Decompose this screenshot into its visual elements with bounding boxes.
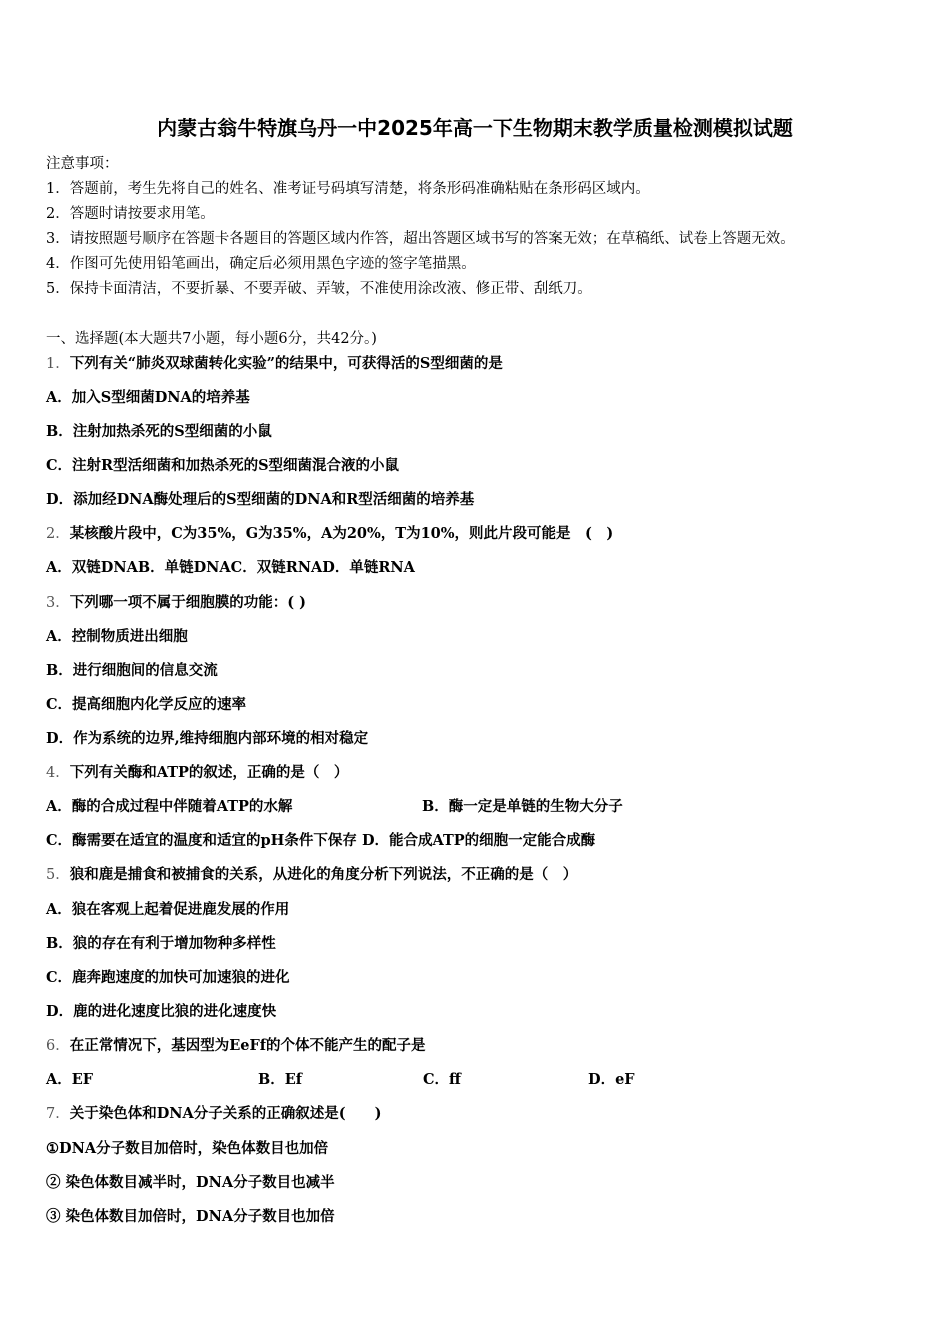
- statement: ③ 染色体数目加倍时，DNA分子数目也加倍: [46, 1208, 335, 1225]
- notice-item: 5．保持卡面清洁，不要折暴、不要弄破、弄皱，不准使用涂改液、修正带、刮纸刀。: [46, 281, 592, 297]
- option: A．加入S型细菌DNA的培养基: [46, 389, 250, 406]
- option: C．鹿奔跑速度的加快可加速狼的进化: [46, 969, 290, 986]
- option: A．控制物质进出细胞: [46, 628, 188, 645]
- question-stem: 关于染色体和DNA分子关系的正确叙述是( ): [69, 1105, 382, 1122]
- question-number: 1．: [46, 356, 70, 372]
- question-stem: 下列哪一项不属于细胞膜的功能：( ): [69, 594, 307, 611]
- option: B．注射加热杀死的S型细菌的小鼠: [46, 423, 272, 440]
- option-row: [46, 829, 595, 850]
- notice-item: 1．答题前，考生先将自己的姓名、准考证号码填写清楚，将条形码准确粘贴在条形码区域内。: [46, 181, 650, 197]
- option-row: [46, 1068, 906, 1089]
- question-1: [46, 352, 503, 373]
- option: C．酶需要在适宜的温度和适宜的pH条件下保存: [46, 832, 357, 849]
- option: D．作为系统的边界,维持细胞内部环境的相对稳定: [46, 730, 369, 747]
- option-row: [46, 795, 906, 816]
- option: B．狼的存在有利于增加物种多样性: [46, 935, 276, 952]
- option: A．酶的合成过程中伴随着ATP的水解: [46, 798, 293, 815]
- question-stem: 下列有关“肺炎双球菌转化实验”的结果中，可获得活的S型细菌的是: [69, 355, 503, 372]
- notice-heading: 注意事项：: [46, 156, 119, 172]
- option: B．酶一定是单链的生物大分子: [422, 798, 623, 815]
- question-number: 3．: [46, 595, 70, 611]
- document-title: 内蒙古翁牛特旗乌丹一中2025年高一下生物期末教学质量检测模拟试题: [157, 116, 793, 140]
- option: A．狼在客观上起着促进鹿发展的作用: [46, 901, 290, 918]
- question-number: 6．: [46, 1038, 70, 1054]
- question-stem: 在正常情况下，基因型为EeFf的个体不能产生的配子是: [69, 1037, 426, 1054]
- option: C．ff: [423, 1071, 461, 1088]
- question-3: [46, 591, 306, 612]
- section-heading: 一、选择题(本大题共7小题，每小题6分，共42分。): [46, 331, 377, 347]
- notice-item: 2．答题时请按要求用笔。: [46, 206, 215, 222]
- notice-item: 4．作图可先使用铅笔画出，确定后必须用黑色字迹的签字笔描黑。: [46, 256, 476, 272]
- option: C．提高细胞内化学反应的速率: [46, 696, 247, 713]
- question-stem: 狼和鹿是捕食和被捕食的关系，从进化的角度分析下列说法，不正确的是（ ）: [69, 866, 578, 883]
- question-stem: 下列有关酶和ATP的叙述，正确的是（ ）: [69, 764, 349, 781]
- question-2: [46, 522, 613, 543]
- option: C．注射R型活细菌和加热杀死的S型细菌混合液的小鼠: [46, 457, 400, 474]
- question-5: [46, 863, 577, 884]
- statement: ② 染色体数目减半时，DNA分子数目也减半: [46, 1174, 335, 1191]
- option: D．鹿的进化速度比狼的进化速度快: [46, 1003, 277, 1020]
- question-stem: 某核酸片段中，C为35%，G为35%，A为20%，T为10%，则此片段可能是 ( ): [69, 525, 614, 542]
- option: D．eF: [588, 1071, 635, 1088]
- question-number: 4．: [46, 765, 70, 781]
- option: B．进行细胞间的信息交流: [46, 662, 218, 679]
- question-6: [46, 1034, 426, 1055]
- question-7: [46, 1102, 382, 1123]
- option: A．EF: [46, 1071, 94, 1088]
- option: D．添加经DNA酶处理后的S型细菌的DNA和R型活细菌的培养基: [46, 491, 475, 508]
- question-number: 2．: [46, 526, 70, 542]
- question-number: 5．: [46, 867, 70, 883]
- statement: ①DNA分子数目加倍时，染色体数目也加倍: [46, 1140, 329, 1157]
- question-number: 7．: [46, 1106, 70, 1122]
- option: A．双链DNAB．单链DNAC．双链RNAD．单链RNA: [46, 559, 415, 576]
- question-4: [46, 761, 348, 782]
- notice-item: 3．请按照题号顺序在答题卡各题目的答题区域内作答，超出答题区域书写的答案无效；在草稿纸、试卷上答题无效。: [46, 231, 795, 247]
- option: D．能合成ATP的细胞一定能合成酶: [361, 832, 596, 849]
- option: B．Ef: [258, 1071, 303, 1088]
